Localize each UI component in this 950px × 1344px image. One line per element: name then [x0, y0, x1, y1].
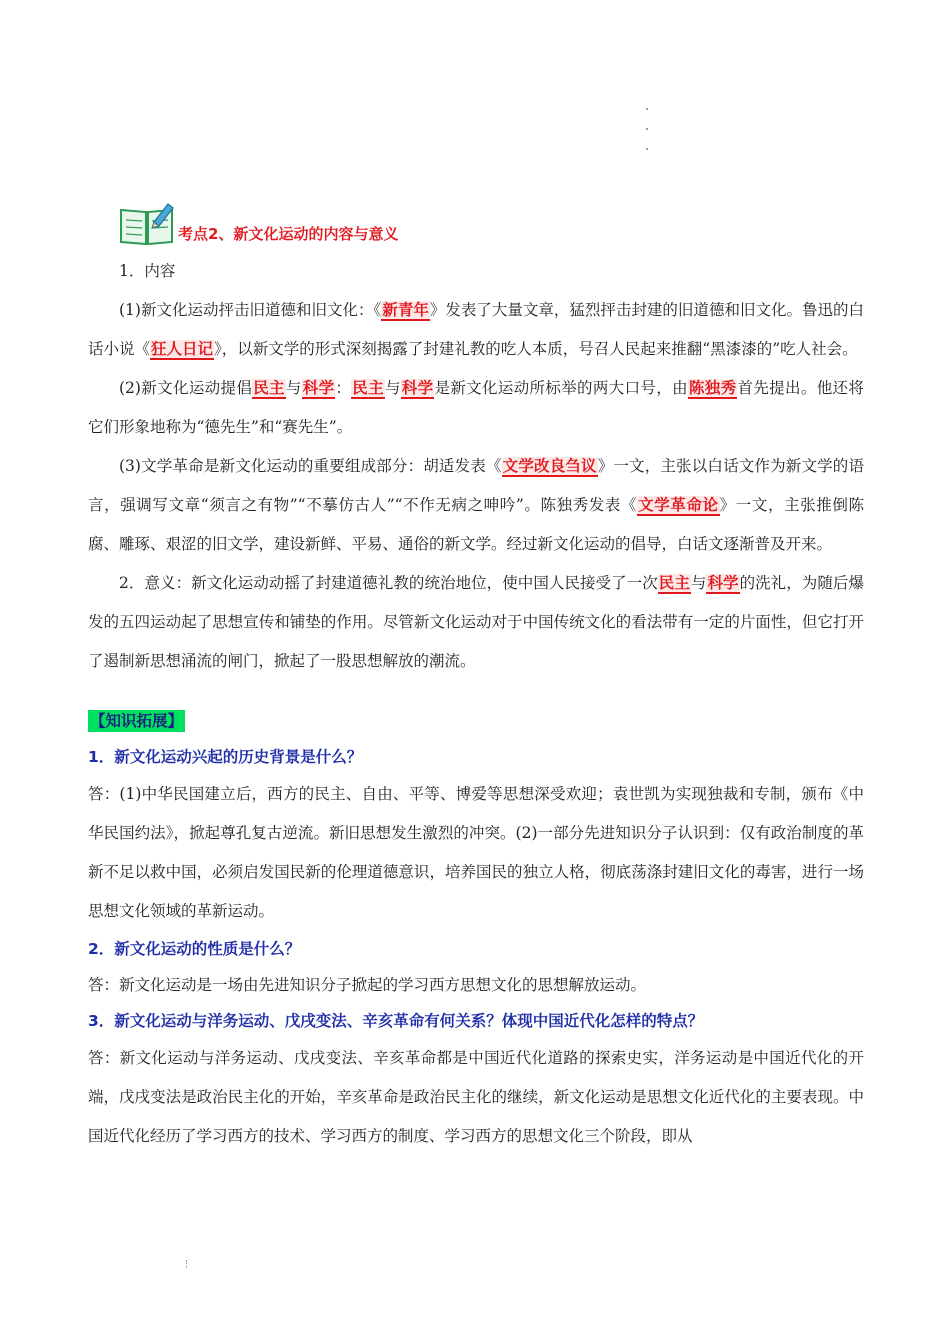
section-heading: 考点2、新文化运动的内容与意义	[178, 225, 399, 243]
book-pencil-icon	[118, 200, 176, 246]
subheading-content: 1．内容	[119, 262, 176, 280]
knowledge-extension-tag: 【知识拓展】	[90, 712, 184, 730]
text-run: (2)新文化运动提倡	[119, 379, 253, 397]
keyword-highlight: 民主	[352, 379, 384, 397]
text-run: 》发表了大量文章，猛烈抨击封建的旧道德和旧文化。鲁迅的白话小说《	[88, 301, 864, 358]
text-run: 》一文，主张以白话文作为新文学的语言，强调写文章“须言之有物”“不摹仿古人”“不作无病之呻吟”。陈独秀发表《	[88, 457, 864, 514]
paragraph-3	[88, 447, 864, 564]
knowledge-extension-tag-row	[88, 703, 864, 739]
text-run: 》一文，主张推倒陈腐、雕琢、艰涩的旧文学，建设新鲜、平易、通俗的新文学。经过新文化运动的倡导，白话文逐渐普及开来。	[88, 496, 864, 553]
keyword-highlight: 民主	[253, 379, 285, 397]
keyword-highlight: 科学	[302, 379, 335, 397]
text-run: ：	[335, 379, 352, 397]
keyword-highlight: 陈独秀	[688, 379, 737, 397]
text-run: 》，以新文学的形式深刻揭露了封建礼教的吃人本质，号召人民起来推翻“黑漆漆的”吃人社会。	[214, 340, 858, 358]
keyword-highlight: 狂人日记	[151, 340, 214, 358]
question-1: 1．新文化运动兴起的历史背景是什么？	[88, 748, 363, 766]
footer-mark	[186, 1260, 189, 1268]
text-run: (3)文学革命是新文化运动的重要组成部分：胡适发表《	[119, 457, 502, 475]
answer-3: 答：新文化运动与洋务运动、戊戌变法、辛亥革命都是中国近代化道路的探索史实，洋务运动是中国近代化的开端，戊戌变法是政治民主化的开始，辛亥革命是政治民主化的继续，新文化运动是思想文化近代化的主要表现。中国近代化经历了学习西方的技术、学习西方的制度、学习西方的思想文化三个阶段，即从	[88, 1049, 864, 1145]
paragraph-2	[88, 369, 864, 447]
margin-dots	[646, 108, 650, 168]
text-run: (1)新文化运动抨击旧道德和旧文化：《	[119, 301, 382, 319]
text-run: 的洗礼，为随后爆发的五四运动起了思想宣传和铺垫的作用。尽管新文化运动对于中国传统文化的看法带有一定的片面性，但它打开了遏制新思想涌流的闸门，掀起了一股思想解放的潮流。	[88, 574, 864, 670]
section-heading-row	[118, 198, 398, 246]
paragraph-1	[88, 291, 864, 369]
text-run: 与	[285, 379, 302, 397]
keyword-highlight: 新青年	[382, 301, 429, 319]
keyword-highlight: 科学	[401, 379, 434, 397]
document-body	[88, 252, 864, 1156]
answer-2: 答：新文化运动是一场由先进知识分子掀起的学习西方思想文化的思想解放运动。	[88, 976, 647, 994]
text-run: 与	[384, 379, 401, 397]
question-3: 3．新文化运动与洋务运动、戊戌变法、辛亥革命有何关系？体现中国近代化怎样的特点？	[88, 1012, 704, 1030]
keyword-highlight: 科学	[707, 574, 739, 592]
paragraph-significance	[88, 564, 864, 681]
text-run: 2．意义：新文化运动动摇了封建道德礼教的统治地位，使中国人民接受了一次	[119, 574, 658, 592]
question-2: 2．新文化运动的性质是什么？	[88, 940, 301, 958]
text-run: 是新文化运动所标举的两大口号，由	[434, 379, 688, 397]
spacer	[88, 681, 864, 703]
text-run: 与	[690, 574, 707, 592]
text-run: 首先提出。他还将它们形象地称为“德先生”和“赛先生”。	[88, 379, 864, 436]
answer-1: 答：(1)中华民国建立后，西方的民主、自由、平等、博爱等思想深受欢迎；袁世凯为实现独裁和专制，颁布《中华民国约法》，掀起尊孔复古逆流。新旧思想发生激烈的冲突。(2)一部分先进知识分子认识到：仅有政治制度的革新不足以救中国，必须启发国民新的伦理道德意识，培养国民的独立人格，彻底荡涤封建旧文化的毒害，进行一场思想文化领域的革新运动。	[88, 785, 864, 920]
keyword-highlight: 文学革命论	[638, 496, 719, 514]
keyword-highlight: 文学改良刍议	[502, 457, 597, 475]
keyword-highlight: 民主	[658, 574, 690, 592]
